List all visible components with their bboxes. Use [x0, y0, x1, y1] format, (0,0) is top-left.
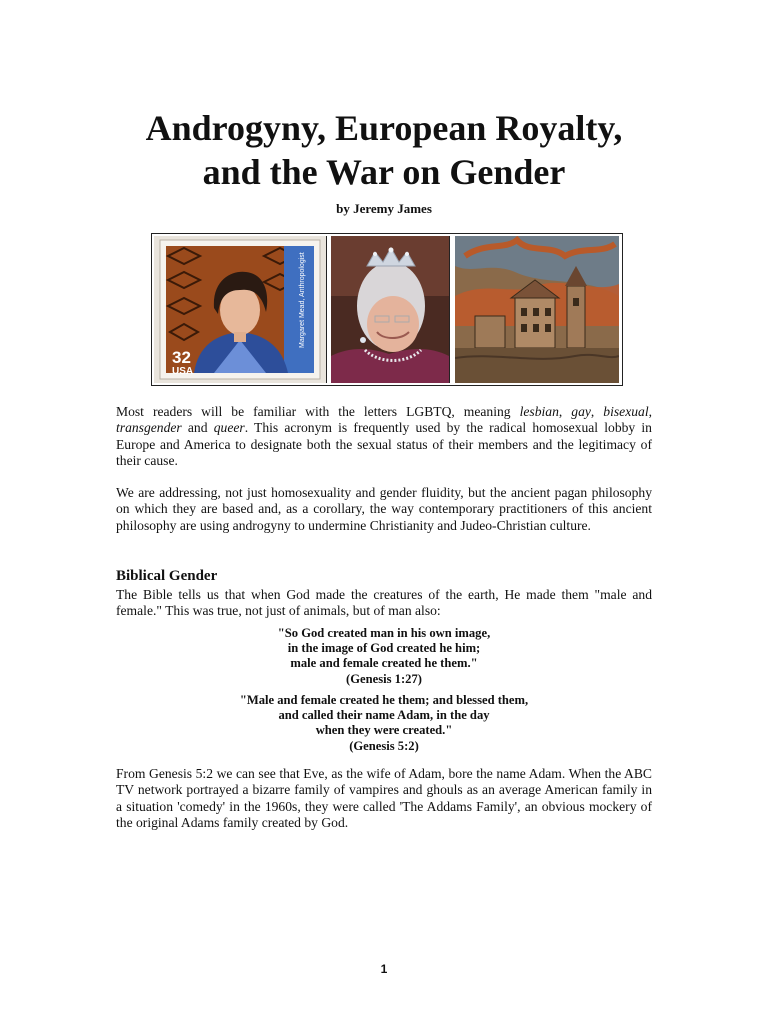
term-transgender: transgender: [116, 420, 182, 436]
section-paragraph-2: From Genesis 5:2 we can see that Eve, as the wife of Adam, bore the name Adam. When the ABC TV network portrayed a bizarre family of vampires and ghouls as an average American family in a situation 'comedy' in the 1960s, they were called 'The Addams Family', an obvious mockery of the original Adams family created by God.: [116, 766, 652, 830]
document-title: [0, 106, 768, 194]
intro-paragraph-1: Most readers will be familiar with the letters LGBTQ, meaning lesbian, gay, bisexual, transgender and queer. This acronym is frequently used by the radical homosexual lobby in Europe and America to designate both the sexual status of their members and the legitimacy of their cause.: [116, 404, 653, 468]
section-heading: Biblical Gender: [116, 568, 218, 584]
stamp-caption: Margaret Mead, Anthropologist: [299, 252, 306, 348]
title-line-1: Androgyny, European Royalty,: [145, 108, 623, 148]
stamp-country: USA: [172, 366, 194, 377]
page-number: 1: [380, 962, 388, 976]
term-lesbian: lesbian: [519, 404, 559, 419]
margaret-mead-stamp-image: [154, 236, 327, 383]
term-gay: gay: [571, 404, 591, 419]
queen-portrait-image: [331, 236, 450, 383]
quote-2-reference: (Genesis 5:2): [349, 738, 419, 753]
term-queer: queer: [213, 420, 245, 436]
scripture-quote-1: "So God created man in his own image, in the image of God created he him; male and female created he them." (Genesis 1:27): [116, 626, 652, 687]
quote-1-reference: (Genesis 1:27): [346, 671, 422, 686]
stamp-value: 32: [172, 348, 191, 367]
image-strip: [151, 233, 623, 386]
title-line-2: and the War on Gender: [202, 152, 566, 192]
term-bisexual: bisexual: [603, 404, 649, 419]
section-paragraph-1: The Bible tells us that when God made the creatures of the earth, He made them "male and female." This was true, not just of animals, but of man also:: [116, 587, 652, 619]
byline: by Jeremy James: [336, 201, 432, 216]
burning-town-painting-image: [455, 236, 619, 383]
scripture-quote-2: "Male and female created he them; and blessed them, and called their name Adam, in the day when they were created." (Genesis 5:2): [116, 693, 652, 754]
intro-paragraph-2: We are addressing, not just homosexuality and gender fluidity, but the ancient pagan philosophy on which they are based and, as a corollary, the way contemporary practitioners of this ancient philosophy are using androgyny to undermine Christianity and Judeo-Christian culture.: [116, 485, 652, 533]
